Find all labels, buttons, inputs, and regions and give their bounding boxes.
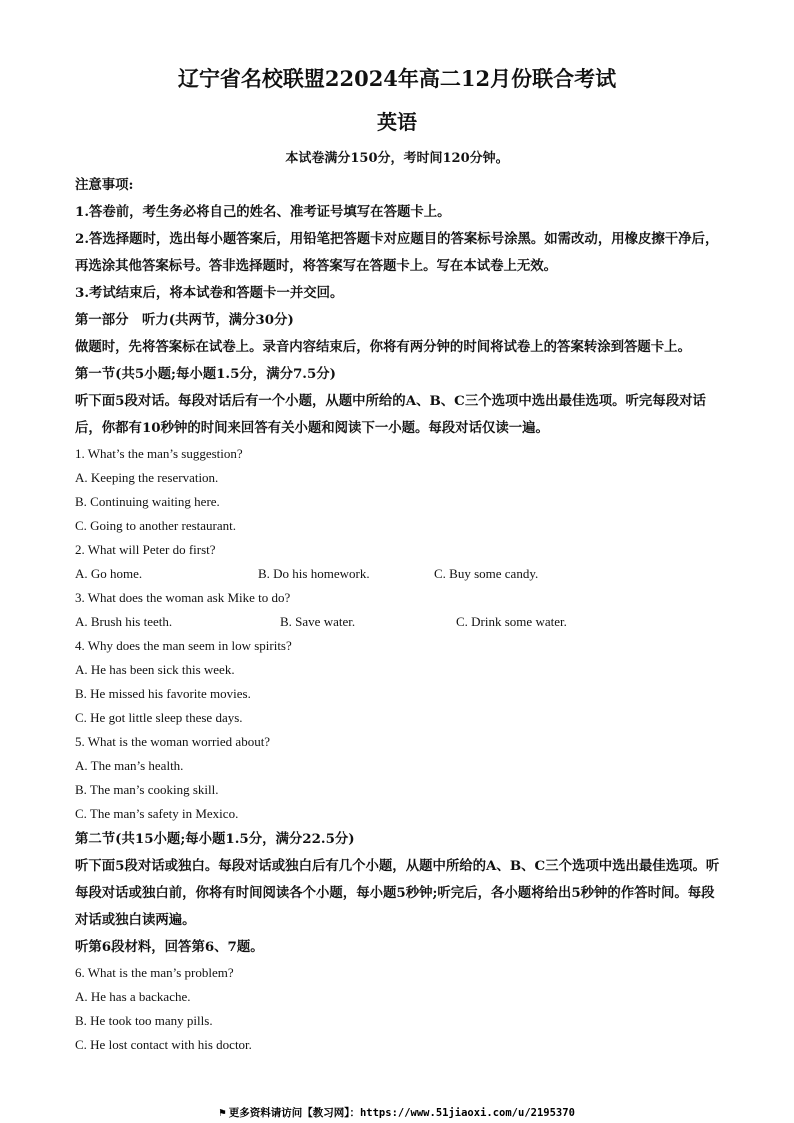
option: A. Keeping the reservation.: [75, 470, 219, 485]
note-item: 1.答卷前，考生务必将自己的姓名、准考证号填写在答题卡上。: [75, 204, 451, 220]
part1-heading: 第一部分 听力(共两节，满分30分): [75, 312, 294, 328]
question-stem: 4. Why does the man seem in low spirits?: [75, 638, 292, 653]
flag-icon: ⚑: [219, 1106, 226, 1119]
part1-instruction: 做题时，先将答案标在试卷上。录音内容结束后，你将有两分钟的时间将试卷上的答案转涂到答题卡上。: [75, 339, 691, 355]
option: A. Go home.: [75, 566, 143, 581]
option: C. He lost contact with his doctor.: [75, 1037, 252, 1052]
footer-link[interactable]: 更多资料请访问【教习网】：https://www.51jiaoxi.com/u/2195370: [228, 1107, 575, 1119]
notes-heading: 注意事项:: [75, 177, 134, 193]
exam-meta: 本试卷满分150分，考时间120分钟。: [285, 151, 509, 166]
option: B. He missed his favorite movies.: [75, 686, 251, 701]
option: A. Brush his teeth.: [75, 614, 173, 629]
option: B. He took too many pills.: [75, 1013, 213, 1028]
exam-content: [75, 172, 725, 1057]
option: C. He got little sleep these days.: [75, 710, 243, 725]
option: C. Buy some candy.: [434, 566, 539, 581]
option: A. He has been sick this week.: [75, 662, 235, 677]
section2-heading: 第二节(共15小题;每小题1.5分，满分22.5分): [75, 831, 355, 847]
question-stem: 1. What’s the man’s suggestion?: [75, 446, 243, 461]
option: B. Continuing waiting here.: [75, 494, 220, 509]
option-row: [75, 562, 725, 586]
question-stem: 6. What is the man’s problem?: [75, 965, 234, 980]
option: B. Save water.: [280, 614, 356, 629]
note-item: 2.答选择题时，选出每小题答案后，用铅笔把答题卡对应题目的答案标号涂黑。如需改动，用橡皮擦干净后，再选涂其他答案标号。答非选择题时，将答案写在答题卡上。写在本试卷上无效。: [75, 231, 719, 274]
option-row: [75, 610, 725, 634]
exam-subject: 英语: [377, 110, 417, 134]
question-stem: 5. What is the woman worried about?: [75, 734, 271, 749]
question-stem: 3. What does the woman ask Mike to do?: [75, 590, 291, 605]
section2-instruction: 听下面5段对话或独白。每段对话或独白后有几个小题，从题中所给的A、B、C三个选项中选出最佳选项。听每段对话或独白前，你将有时间阅读各个小题，每小题5秒钟;听完后，各小题将给出5秒钟的作答时间。每段对话或独白读两遍。: [75, 858, 720, 928]
section1-instruction: 听下面5段对话。每段对话后有一个小题，从题中所给的A、B、C三个选项中选出最佳选项。听完每段对话后，你都有10秒钟的时间来回答有关小题和阅读下一小题。每段对话仅读一遍。: [75, 393, 706, 436]
option: B. Do his homework.: [258, 566, 370, 581]
material-note: 听第6段材料，回答第6、7题。: [75, 939, 264, 955]
option: B. The man’s cooking skill.: [75, 782, 219, 797]
option: C. Drink some water.: [456, 614, 567, 629]
question-stem: 2. What will Peter do first?: [75, 542, 216, 557]
exam-title: 辽宁省名校联盟22024年高二12月份联合考试: [177, 66, 617, 91]
option: A. The man’s health.: [75, 758, 184, 773]
note-item: 3.考试结束后，将本试卷和答题卡一并交回。: [75, 285, 344, 301]
option: A. He has a backache.: [75, 989, 191, 1004]
option: C. The man’s safety in Mexico.: [75, 806, 239, 821]
option: C. Going to another restaurant.: [75, 518, 237, 533]
footer: [0, 1105, 794, 1120]
section1-heading: 第一节(共5小题;每小题1.5分，满分7.5分): [75, 366, 336, 382]
